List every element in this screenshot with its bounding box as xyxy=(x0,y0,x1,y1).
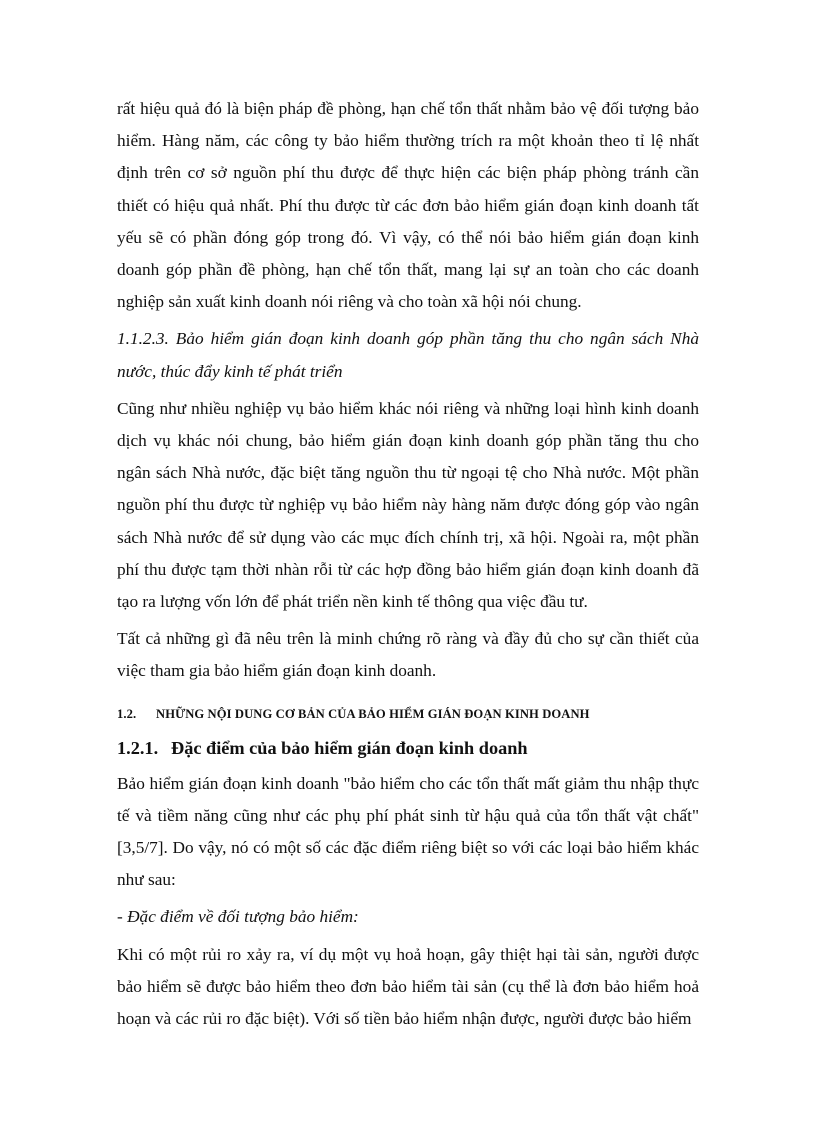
subsection-title: Đặc điểm của bảo hiểm gián đoạn kinh doanh xyxy=(171,737,528,758)
page-content xyxy=(117,93,699,1040)
paragraph-conclusion: Tất cả những gì đã nêu trên là minh chứng rõ ràng và đầy đủ cho sự cần thiết của việc tham gia bảo hiểm gián đoạn kinh doanh. xyxy=(117,629,699,681)
subsection-heading-1-2-1 xyxy=(117,734,699,762)
paragraph-intro: rất hiệu quả đó là biện pháp đề phòng, hạn chế tổn thất nhằm bảo vệ đối tượng bảo hiểm. Hàng năm, các công ty bảo hiểm thường trích ra một khoản theo tỉ lệ nhất định trên cơ sở nguồn phí thu được để thực hiện các biện pháp phòng tránh cần thiết có hiệu quả nhất. Phí thu được từ các đơn bảo hiểm gián đoạn kinh doanh tất yếu sẽ có phần đóng góp trong đó. Vì vậy, có thể nói bảo hiểm gián đoạn kinh doanh góp phần đề phòng, hạn chế tổn thất, mang lại sự an toàn cho các doanh nghiệp sản xuất kinh doanh nói riêng và cho toàn xã hội nói chung. xyxy=(117,99,699,312)
section-number: 1.2. xyxy=(117,706,137,721)
heading-1-1-2-3: 1.1.2.3. Bảo hiểm gián đoạn kinh doanh góp phần tăng thu cho ngân sách Nhà nước, thúc đẩy kinh tế phát triển xyxy=(117,329,699,381)
paragraph-definition: Bảo hiểm gián đoạn kinh doanh "bảo hiểm cho các tổn thất mất giảm thu nhập thực tế và tiềm năng cũng như các phụ phí phát sinh từ hậu quả của tổn thất vật chất" [3,5/7]. Do vậy, nó có một số các đặc điểm riêng biệt so với các loại bảo hiểm khác như sau: xyxy=(117,773,699,890)
section-heading-1-2 xyxy=(117,704,699,724)
section-title: NHỮNG NỘI DUNG CƠ BẢN CỦA BẢO HIỂM GIÁN ĐOẠN KINH DOANH xyxy=(156,706,590,721)
subsection-number: 1.2.1. xyxy=(117,737,159,758)
paragraph-example: Khi có một rủi ro xảy ra, ví dụ một vụ hoả hoạn, gây thiệt hại tài sản, người được bảo hiểm sẽ được bảo hiểm theo đơn bảo hiểm tài sản (cụ thể là đơn bảo hiểm hoả hoạn và các rủi ro đặc biệt). Với số tiền bảo hiểm nhận được, người được bảo hiểm xyxy=(117,944,699,1029)
bullet-object-feature: - Đặc điểm về đối tượng bảo hiểm: xyxy=(117,907,359,927)
paragraph-revenue: Cũng như nhiều nghiệp vụ bảo hiểm khác nói riêng và những loại hình kinh doanh dịch vụ khác nói chung, bảo hiểm gián đoạn kinh doanh góp phần tăng thu cho ngân sách Nhà nước, đặc biệt tăng nguồn thu từ ngoại tệ cho Nhà nước. Một phần nguồn phí thu được từ nghiệp vụ bảo hiểm này hàng năm được đóng góp vào ngân sách Nhà nước để sử dụng vào các mục đích chính trị, xã hội. Ngoài ra, một phần phí thu được tạm thời nhàn rỗi từ các hợp đồng bảo hiểm gián đoạn kinh doanh đã tạo ra lượng vốn lớn để phát triển nền kinh tế thông qua việc đầu tư. xyxy=(117,398,699,612)
